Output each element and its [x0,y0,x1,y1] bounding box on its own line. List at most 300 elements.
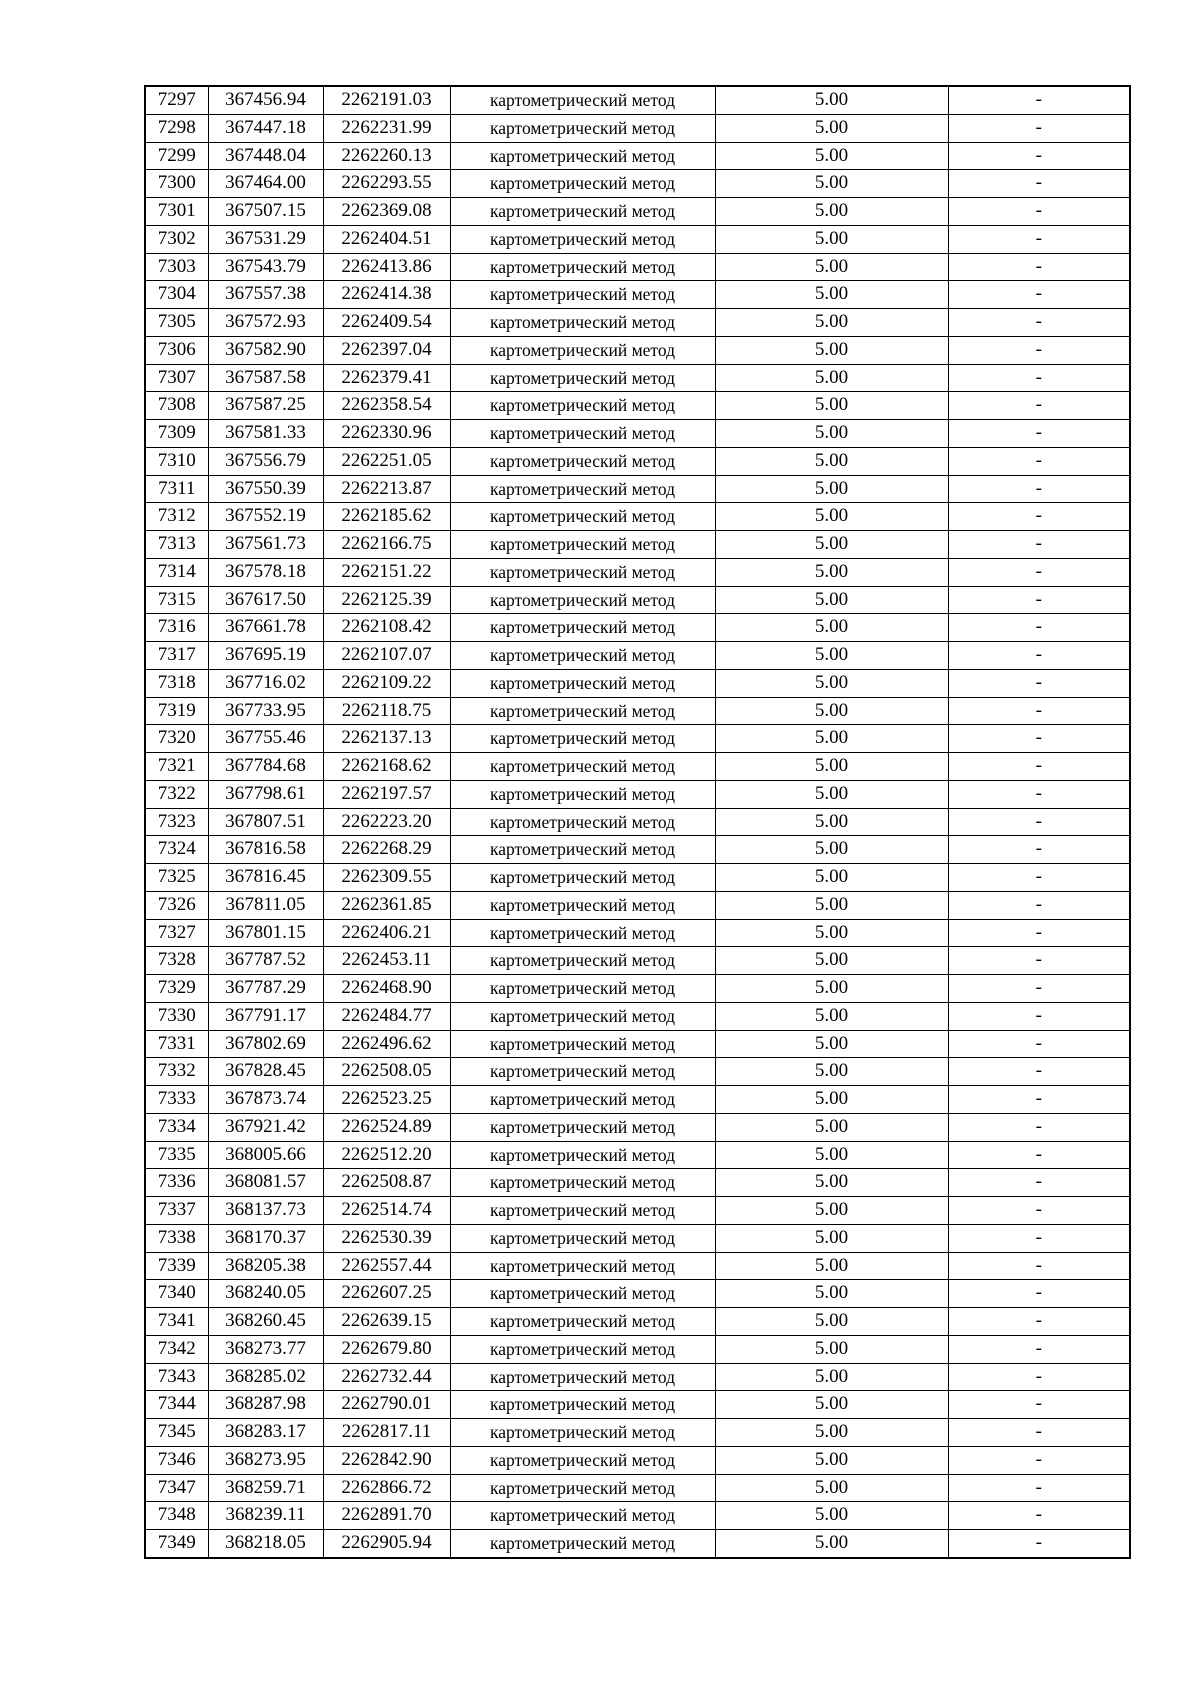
accuracy-cell: 5.00 [715,170,948,198]
y-coordinate-cell: 2262197.57 [323,780,450,808]
x-coordinate-cell: 367464.00 [208,170,323,198]
table-row [145,642,1130,670]
method-cell: картометрический метод [450,253,715,281]
y-coordinate-cell: 2262512.20 [323,1141,450,1169]
accuracy-cell: 5.00 [715,836,948,864]
y-coordinate-cell: 2262409.54 [323,309,450,337]
description-cell: - [948,1197,1130,1225]
x-coordinate-cell: 367578.18 [208,558,323,586]
description-cell: - [948,1530,1130,1558]
description-cell: - [948,170,1130,198]
description-cell: - [948,336,1130,364]
method-cell: картометрический метод [450,642,715,670]
x-coordinate-cell: 367873.74 [208,1086,323,1114]
accuracy-cell: 5.00 [715,1197,948,1225]
accuracy-cell: 5.00 [715,1280,948,1308]
description-cell: - [948,586,1130,614]
y-coordinate-cell: 2262213.87 [323,475,450,503]
method-cell: картометрический метод [450,1530,715,1558]
method-cell: картометрический метод [450,1169,715,1197]
description-cell: - [948,1141,1130,1169]
accuracy-cell: 5.00 [715,1141,948,1169]
accuracy-cell: 5.00 [715,891,948,919]
x-coordinate-cell: 367552.19 [208,503,323,531]
x-coordinate-cell: 368260.45 [208,1308,323,1336]
y-coordinate-cell: 2262125.39 [323,586,450,614]
x-coordinate-cell: 367787.29 [208,975,323,1003]
accuracy-cell: 5.00 [715,1113,948,1141]
table-row [145,1363,1130,1391]
table-row [145,1113,1130,1141]
method-cell: картометрический метод [450,198,715,226]
x-coordinate-cell: 367716.02 [208,669,323,697]
x-coordinate-cell: 367784.68 [208,753,323,781]
accuracy-cell: 5.00 [715,808,948,836]
method-cell: картометрический метод [450,281,715,309]
y-coordinate-cell: 2262508.87 [323,1169,450,1197]
y-coordinate-cell: 2262231.99 [323,114,450,142]
y-coordinate-cell: 2262369.08 [323,198,450,226]
method-cell: картометрический метод [450,947,715,975]
table-row [145,1280,1130,1308]
description-cell: - [948,309,1130,337]
x-coordinate-cell: 368273.95 [208,1446,323,1474]
accuracy-cell: 5.00 [715,86,948,114]
table-row [145,1335,1130,1363]
table-row [145,1474,1130,1502]
accuracy-cell: 5.00 [715,642,948,670]
table-row [145,447,1130,475]
accuracy-cell: 5.00 [715,281,948,309]
y-coordinate-cell: 2262260.13 [323,142,450,170]
accuracy-cell: 5.00 [715,1391,948,1419]
point-number-cell: 7309 [145,420,208,448]
point-number-cell: 7347 [145,1474,208,1502]
description-cell: - [948,198,1130,226]
accuracy-cell: 5.00 [715,1335,948,1363]
accuracy-cell: 5.00 [715,586,948,614]
y-coordinate-cell: 2262817.11 [323,1419,450,1447]
x-coordinate-cell: 368240.05 [208,1280,323,1308]
accuracy-cell: 5.00 [715,336,948,364]
description-cell: - [948,392,1130,420]
x-coordinate-cell: 367507.15 [208,198,323,226]
description-cell: - [948,225,1130,253]
point-number-cell: 7312 [145,503,208,531]
x-coordinate-cell: 368285.02 [208,1363,323,1391]
table-row [145,836,1130,864]
point-number-cell: 7337 [145,1197,208,1225]
point-number-cell: 7298 [145,114,208,142]
point-number-cell: 7341 [145,1308,208,1336]
table-row [145,558,1130,586]
x-coordinate-cell: 368081.57 [208,1169,323,1197]
y-coordinate-cell: 2262496.62 [323,1030,450,1058]
table-row [145,947,1130,975]
y-coordinate-cell: 2262607.25 [323,1280,450,1308]
method-cell: картометрический метод [450,919,715,947]
x-coordinate-cell: 367587.25 [208,392,323,420]
description-cell: - [948,531,1130,559]
table-row [145,697,1130,725]
x-coordinate-cell: 367531.29 [208,225,323,253]
coordinates-table-body [145,86,1130,1558]
table-row [145,975,1130,1003]
accuracy-cell: 5.00 [715,919,948,947]
y-coordinate-cell: 2262468.90 [323,975,450,1003]
accuracy-cell: 5.00 [715,947,948,975]
description-cell: - [948,1086,1130,1114]
y-coordinate-cell: 2262223.20 [323,808,450,836]
table-row [145,1391,1130,1419]
table-row [145,475,1130,503]
point-number-cell: 7326 [145,891,208,919]
table-row [145,309,1130,337]
description-cell: - [948,975,1130,1003]
table-row [145,586,1130,614]
x-coordinate-cell: 367582.90 [208,336,323,364]
method-cell: картометрический метод [450,447,715,475]
y-coordinate-cell: 2262557.44 [323,1252,450,1280]
point-number-cell: 7313 [145,531,208,559]
method-cell: картометрический метод [450,114,715,142]
method-cell: картометрический метод [450,1335,715,1363]
description-cell: - [948,864,1130,892]
accuracy-cell: 5.00 [715,392,948,420]
description-cell: - [948,725,1130,753]
table-row [145,531,1130,559]
x-coordinate-cell: 367581.33 [208,420,323,448]
description-cell: - [948,558,1130,586]
point-number-cell: 7303 [145,253,208,281]
table-row [145,1002,1130,1030]
point-number-cell: 7302 [145,225,208,253]
table-row [145,225,1130,253]
description-cell: - [948,253,1130,281]
method-cell: картометрический метод [450,1308,715,1336]
table-row [145,364,1130,392]
point-number-cell: 7338 [145,1224,208,1252]
table-row [145,1086,1130,1114]
method-cell: картометрический метод [450,336,715,364]
description-cell: - [948,1002,1130,1030]
y-coordinate-cell: 2262732.44 [323,1363,450,1391]
table-row [145,669,1130,697]
point-number-cell: 7330 [145,1002,208,1030]
point-number-cell: 7304 [145,281,208,309]
accuracy-cell: 5.00 [715,1224,948,1252]
point-number-cell: 7297 [145,86,208,114]
accuracy-cell: 5.00 [715,1308,948,1336]
y-coordinate-cell: 2262108.42 [323,614,450,642]
method-cell: картометрический метод [450,753,715,781]
point-number-cell: 7315 [145,586,208,614]
method-cell: картометрический метод [450,891,715,919]
point-number-cell: 7349 [145,1530,208,1558]
point-number-cell: 7317 [145,642,208,670]
description-cell: - [948,1474,1130,1502]
description-cell: - [948,669,1130,697]
x-coordinate-cell: 368239.11 [208,1502,323,1530]
method-cell: картометрический метод [450,836,715,864]
description-cell: - [948,891,1130,919]
description-cell: - [948,1224,1130,1252]
y-coordinate-cell: 2262309.55 [323,864,450,892]
x-coordinate-cell: 368283.17 [208,1419,323,1447]
method-cell: картометрический метод [450,1224,715,1252]
accuracy-cell: 5.00 [715,1058,948,1086]
point-number-cell: 7318 [145,669,208,697]
y-coordinate-cell: 2262330.96 [323,420,450,448]
description-cell: - [948,142,1130,170]
accuracy-cell: 5.00 [715,1002,948,1030]
y-coordinate-cell: 2262406.21 [323,919,450,947]
table-row [145,86,1130,114]
method-cell: картометрический метод [450,1446,715,1474]
x-coordinate-cell: 368005.66 [208,1141,323,1169]
x-coordinate-cell: 367456.94 [208,86,323,114]
x-coordinate-cell: 368137.73 [208,1197,323,1225]
accuracy-cell: 5.00 [715,780,948,808]
method-cell: картометрический метод [450,503,715,531]
y-coordinate-cell: 2262639.15 [323,1308,450,1336]
description-cell: - [948,1391,1130,1419]
x-coordinate-cell: 368259.71 [208,1474,323,1502]
accuracy-cell: 5.00 [715,198,948,226]
y-coordinate-cell: 2262453.11 [323,947,450,975]
y-coordinate-cell: 2262508.05 [323,1058,450,1086]
description-cell: - [948,642,1130,670]
y-coordinate-cell: 2262185.62 [323,503,450,531]
method-cell: картометрический метод [450,1502,715,1530]
x-coordinate-cell: 367828.45 [208,1058,323,1086]
point-number-cell: 7322 [145,780,208,808]
description-cell: - [948,1419,1130,1447]
accuracy-cell: 5.00 [715,531,948,559]
x-coordinate-cell: 368205.38 [208,1252,323,1280]
x-coordinate-cell: 367787.52 [208,947,323,975]
method-cell: картометрический метод [450,1363,715,1391]
table-row [145,198,1130,226]
point-number-cell: 7324 [145,836,208,864]
accuracy-cell: 5.00 [715,975,948,1003]
accuracy-cell: 5.00 [715,1530,948,1558]
y-coordinate-cell: 2262118.75 [323,697,450,725]
method-cell: картометрический метод [450,1391,715,1419]
y-coordinate-cell: 2262414.38 [323,281,450,309]
table-row [145,753,1130,781]
y-coordinate-cell: 2262107.07 [323,642,450,670]
method-cell: картометрический метод [450,1474,715,1502]
accuracy-cell: 5.00 [715,309,948,337]
point-number-cell: 7306 [145,336,208,364]
x-coordinate-cell: 368170.37 [208,1224,323,1252]
point-number-cell: 7299 [145,142,208,170]
table-row [145,780,1130,808]
description-cell: - [948,114,1130,142]
table-row [145,1224,1130,1252]
accuracy-cell: 5.00 [715,1474,948,1502]
y-coordinate-cell: 2262866.72 [323,1474,450,1502]
description-cell: - [948,420,1130,448]
y-coordinate-cell: 2262109.22 [323,669,450,697]
method-cell: картометрический метод [450,1030,715,1058]
table-row [145,114,1130,142]
x-coordinate-cell: 367587.58 [208,364,323,392]
y-coordinate-cell: 2262251.05 [323,447,450,475]
method-cell: картометрический метод [450,1141,715,1169]
point-number-cell: 7334 [145,1113,208,1141]
x-coordinate-cell: 367791.17 [208,1002,323,1030]
method-cell: картометрический метод [450,475,715,503]
description-cell: - [948,614,1130,642]
table-row [145,1030,1130,1058]
y-coordinate-cell: 2262523.25 [323,1086,450,1114]
y-coordinate-cell: 2262293.55 [323,170,450,198]
point-number-cell: 7333 [145,1086,208,1114]
description-cell: - [948,919,1130,947]
table-row [145,1169,1130,1197]
accuracy-cell: 5.00 [715,475,948,503]
table-row [145,142,1130,170]
description-cell: - [948,1169,1130,1197]
point-number-cell: 7316 [145,614,208,642]
y-coordinate-cell: 2262404.51 [323,225,450,253]
description-cell: - [948,1113,1130,1141]
description-cell: - [948,1030,1130,1058]
x-coordinate-cell: 367801.15 [208,919,323,947]
description-cell: - [948,1058,1130,1086]
method-cell: картометрический метод [450,86,715,114]
y-coordinate-cell: 2262679.80 [323,1335,450,1363]
accuracy-cell: 5.00 [715,864,948,892]
table-row [145,1058,1130,1086]
description-cell: - [948,1335,1130,1363]
y-coordinate-cell: 2262268.29 [323,836,450,864]
x-coordinate-cell: 367543.79 [208,253,323,281]
table-row [145,864,1130,892]
method-cell: картометрический метод [450,420,715,448]
point-number-cell: 7331 [145,1030,208,1058]
y-coordinate-cell: 2262137.13 [323,725,450,753]
point-number-cell: 7308 [145,392,208,420]
point-number-cell: 7310 [145,447,208,475]
method-cell: картометрический метод [450,864,715,892]
table-row [145,1308,1130,1336]
point-number-cell: 7340 [145,1280,208,1308]
x-coordinate-cell: 367921.42 [208,1113,323,1141]
point-number-cell: 7320 [145,725,208,753]
method-cell: картометрический метод [450,808,715,836]
accuracy-cell: 5.00 [715,1086,948,1114]
method-cell: картометрический метод [450,586,715,614]
accuracy-cell: 5.00 [715,142,948,170]
method-cell: картометрический метод [450,1002,715,1030]
x-coordinate-cell: 367447.18 [208,114,323,142]
y-coordinate-cell: 2262166.75 [323,531,450,559]
accuracy-cell: 5.00 [715,558,948,586]
method-cell: картометрический метод [450,1419,715,1447]
y-coordinate-cell: 2262191.03 [323,86,450,114]
description-cell: - [948,697,1130,725]
y-coordinate-cell: 2262168.62 [323,753,450,781]
y-coordinate-cell: 2262891.70 [323,1502,450,1530]
description-cell: - [948,808,1130,836]
description-cell: - [948,1308,1130,1336]
y-coordinate-cell: 2262790.01 [323,1391,450,1419]
method-cell: картометрический метод [450,1252,715,1280]
method-cell: картометрический метод [450,364,715,392]
table-row [145,808,1130,836]
method-cell: картометрический метод [450,392,715,420]
y-coordinate-cell: 2262358.54 [323,392,450,420]
point-number-cell: 7321 [145,753,208,781]
accuracy-cell: 5.00 [715,1446,948,1474]
description-cell: - [948,947,1130,975]
accuracy-cell: 5.00 [715,1502,948,1530]
x-coordinate-cell: 367695.19 [208,642,323,670]
description-cell: - [948,475,1130,503]
x-coordinate-cell: 367550.39 [208,475,323,503]
method-cell: картометрический метод [450,614,715,642]
table-row [145,281,1130,309]
table-row [145,614,1130,642]
x-coordinate-cell: 367816.45 [208,864,323,892]
x-coordinate-cell: 367807.51 [208,808,323,836]
method-cell: картометрический метод [450,531,715,559]
point-number-cell: 7335 [145,1141,208,1169]
method-cell: картометрический метод [450,1113,715,1141]
point-number-cell: 7323 [145,808,208,836]
description-cell: - [948,780,1130,808]
point-number-cell: 7328 [145,947,208,975]
y-coordinate-cell: 2262484.77 [323,1002,450,1030]
description-cell: - [948,503,1130,531]
accuracy-cell: 5.00 [715,725,948,753]
method-cell: картометрический метод [450,142,715,170]
x-coordinate-cell: 368218.05 [208,1530,323,1558]
accuracy-cell: 5.00 [715,1419,948,1447]
table-row [145,392,1130,420]
y-coordinate-cell: 2262524.89 [323,1113,450,1141]
x-coordinate-cell: 367733.95 [208,697,323,725]
accuracy-cell: 5.00 [715,1030,948,1058]
x-coordinate-cell: 367561.73 [208,531,323,559]
y-coordinate-cell: 2262905.94 [323,1530,450,1558]
method-cell: картометрический метод [450,1058,715,1086]
point-number-cell: 7342 [145,1335,208,1363]
y-coordinate-cell: 2262842.90 [323,1446,450,1474]
y-coordinate-cell: 2262413.86 [323,253,450,281]
accuracy-cell: 5.00 [715,697,948,725]
x-coordinate-cell: 368287.98 [208,1391,323,1419]
accuracy-cell: 5.00 [715,447,948,475]
method-cell: картометрический метод [450,725,715,753]
point-number-cell: 7348 [145,1502,208,1530]
accuracy-cell: 5.00 [715,364,948,392]
point-number-cell: 7327 [145,919,208,947]
description-cell: - [948,281,1130,309]
coordinates-table [144,85,1131,1559]
point-number-cell: 7301 [145,198,208,226]
description-cell: - [948,447,1130,475]
method-cell: картометрический метод [450,1280,715,1308]
table-row [145,503,1130,531]
table-row [145,1252,1130,1280]
x-coordinate-cell: 367816.58 [208,836,323,864]
accuracy-cell: 5.00 [715,1363,948,1391]
table-row [145,1141,1130,1169]
